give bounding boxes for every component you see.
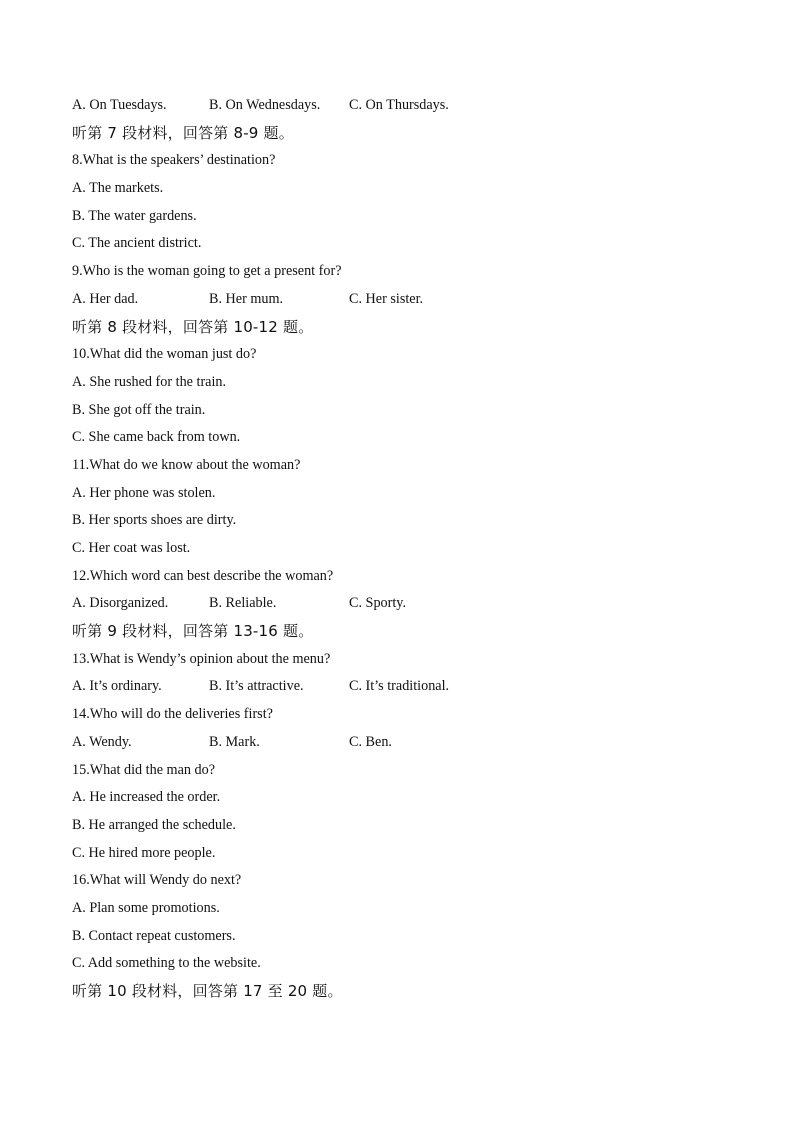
options-row-q12 bbox=[72, 590, 732, 618]
option-c: C. Ben. bbox=[349, 733, 392, 750]
answer-choice: C. The ancient district. bbox=[72, 235, 202, 252]
option-a: A. It’s ordinary. bbox=[72, 678, 162, 695]
option-b: B. Mark. bbox=[209, 733, 260, 750]
section-heading: 听第 7 段材料，回答第 8-9 题。 bbox=[72, 123, 294, 142]
options-row-q13 bbox=[72, 673, 732, 701]
option-a: A. Wendy. bbox=[72, 733, 132, 750]
question-text: 8.What is the speakers’ destination? bbox=[72, 152, 276, 169]
question-text: 13.What is Wendy’s opinion about the menu? bbox=[72, 650, 331, 667]
option-c: C. On Thursdays. bbox=[349, 97, 449, 113]
question-text: 14.Who will do the deliveries first? bbox=[72, 706, 273, 723]
option-c: C. It’s traditional. bbox=[349, 678, 450, 695]
option-a: A. Her dad. bbox=[72, 290, 139, 307]
answer-choice: A. Plan some promotions. bbox=[72, 899, 220, 916]
answer-choice: A. The markets. bbox=[72, 180, 164, 197]
answer-choice: B. She got off the train. bbox=[72, 401, 206, 418]
answer-choice: B. The water gardens. bbox=[72, 207, 197, 224]
option-b: B. It’s attractive. bbox=[209, 678, 304, 695]
answer-choice: A. He increased the order. bbox=[72, 789, 221, 806]
question-text: 10.What did the woman just do? bbox=[72, 346, 257, 363]
question-text: 12.Which word can best describe the woman? bbox=[72, 567, 334, 584]
option-b: B. On Wednesdays. bbox=[209, 97, 321, 113]
section-heading: 听第 10 段材料，回答第 17 至 20 题。 bbox=[72, 982, 343, 1000]
question-text: 11.What do we know about the woman? bbox=[72, 456, 301, 473]
answer-choice: C. She came back from town. bbox=[72, 429, 241, 446]
answer-choice: C. Her coat was lost. bbox=[72, 540, 191, 556]
answer-choice: C. Add something to the website. bbox=[72, 955, 261, 972]
answer-choice: A. She rushed for the train. bbox=[72, 373, 227, 390]
answer-choice: B. Contact repeat customers. bbox=[72, 927, 236, 944]
answer-choice: B. He arranged the schedule. bbox=[72, 816, 236, 833]
options-row-q7 bbox=[72, 92, 732, 120]
answer-choice: B. Her sports shoes are dirty. bbox=[72, 512, 237, 529]
option-c: C. Sporty. bbox=[349, 595, 407, 612]
options-row-q9 bbox=[72, 286, 732, 314]
question-text: 9.Who is the woman going to get a present for? bbox=[72, 263, 342, 280]
option-a: A. Disorganized. bbox=[72, 595, 169, 612]
option-c: C. Her sister. bbox=[349, 290, 424, 307]
option-b: B. Her mum. bbox=[209, 290, 284, 307]
answer-choice: C. He hired more people. bbox=[72, 844, 216, 861]
question-text: 16.What will Wendy do next? bbox=[72, 872, 242, 889]
option-b: B. Reliable. bbox=[209, 595, 277, 612]
document-page bbox=[72, 92, 732, 1006]
section-heading: 听第 9 段材料，回答第 13-16 题。 bbox=[72, 622, 314, 641]
section-heading: 听第 8 段材料，回答第 10-12 题。 bbox=[72, 317, 314, 336]
answer-choice: A. Her phone was stolen. bbox=[72, 484, 216, 501]
options-row-q14 bbox=[72, 729, 732, 757]
option-a: A. On Tuesdays. bbox=[72, 97, 167, 113]
question-text: 15.What did the man do? bbox=[72, 761, 216, 778]
